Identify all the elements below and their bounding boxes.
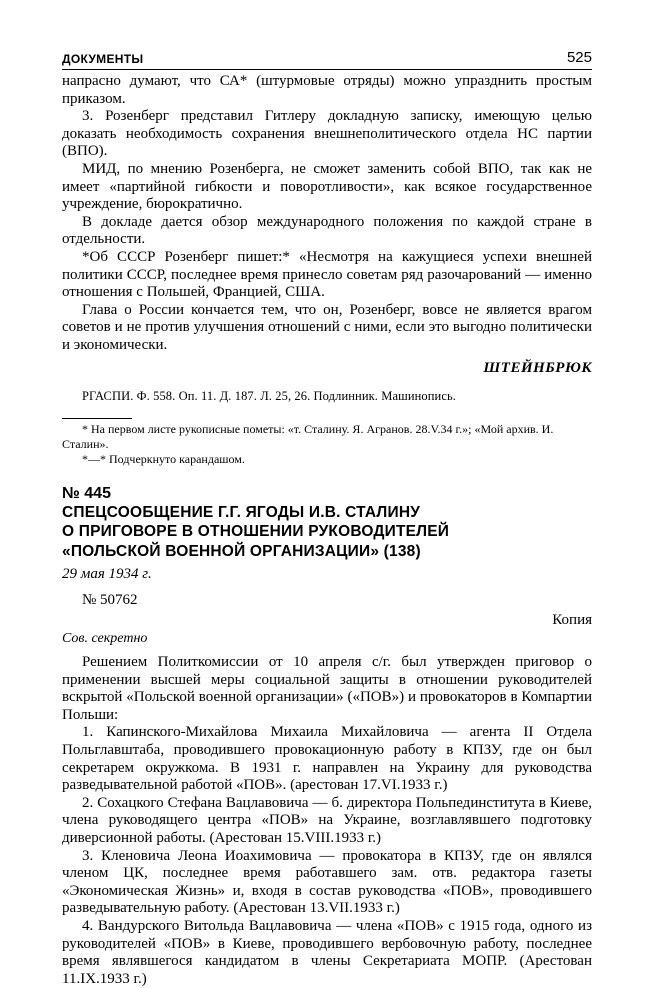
page-number: 525 [566, 49, 592, 66]
archive-reference: РГАСПИ. Ф. 558. Оп. 11. Д. 187. Л. 25, 26. Подлинник. Машинопись. [82, 388, 457, 403]
registration-number: № 50762 [82, 592, 138, 608]
paragraph: 3. Розенберг представил Гитлеру докладную записку, имеющую целью доказать необходимость сохранения внешнеполитического отдела НС партии (ВПО). [62, 108, 592, 160]
main-text [62, 654, 592, 988]
signature: ШТЕЙНБРЮК [483, 359, 592, 376]
running-header [62, 48, 592, 70]
footnote: *—* Подчеркнуто карандашом. [82, 451, 245, 466]
title-line: СПЕЦСООБЩЕНИЕ Г.Г. ЯГОДЫ И.В. СТАЛИНУ [62, 503, 421, 521]
footnotes [62, 422, 592, 467]
paragraph: напрасно думают, что СА* (штурмовые отряды) можно упразднить простым приказом. [62, 73, 592, 107]
paragraph: МИД, по мнению Розенберга, не сможет заменить собой ВПО, так как не имеет «партийной гибкости и поворотливости», как всякое государственное учреждение, бюрократично. [62, 160, 592, 213]
continuation-text [62, 73, 592, 355]
document-number: № 445 [62, 484, 111, 502]
footnote-divider [62, 418, 132, 419]
paragraph: 2. Сохацкого Стефана Вацлавовича — б. директора Польпединститута в Киеве, члена руководящего центра «ПОВ» на Украине, возглавлявшего подготовку диверсионной работы. (Арестован 15.VIII.1933 г.) [62, 794, 592, 846]
document-page [62, 48, 592, 988]
copy-label: Копия [552, 612, 592, 628]
paragraph: В докладе дается обзор международного положения по каждой стране в отдельности. [62, 213, 592, 248]
title-line: О ПРИГОВОРЕ В ОТНОШЕНИИ РУКОВОДИТЕЛЕЙ [62, 523, 450, 540]
footnote: * На первом листе рукописные пометы: «т. Сталину. Я. Агранов. 28.V.34 г.»; «Мой архив. И. Сталин». [62, 421, 554, 451]
paragraph: *Об СССР Розенберг пишет:* «Несмотря на кажущиеся успехи внешней политики СССР, последнее время принесло советам ряд разочарований — именно отношения с Польшей, Францией, США. [62, 248, 592, 301]
section-title: ДОКУМЕНТЫ [62, 52, 144, 66]
paragraph: 4. Вандурского Витольда Вацлавовича — члена «ПОВ» с 1915 года, одного из руководителей «ПОВ» в Киеве, проводившего вербовочную работу, последнее время являвшегося кандидатом в члены Секретариата МОПР. (Арестован 11.IX.1933 г.) [62, 917, 592, 987]
secrecy-classification: Сов. секретно [62, 631, 148, 646]
paragraph: 3. Кленовича Леона Иоахимовича — провокатора в КПЗУ, где он являлся членом ЦК, последнее время работавшего зам. отв. редактора газеты «Экономическая Жизнь» и, входя в состав руководства «ПОВ», проводившего разведывательную работу. (Арестован 13.VII.1933 г.) [62, 847, 592, 917]
document-title [62, 503, 592, 562]
paragraph: Глава о России кончается тем, что он, Розенберг, вовсе не является врагом советов и не против улучшения отношений с ними, если это выгодно политически и экономически. [62, 301, 592, 353]
paragraph: 1. Капинского-Михайлова Михаила Михайловича — агента II Отдела Польглавштаба, проводившего провокационную работу в КПЗУ, где он был секретарем окружкома. В 1931 г. направлен на Украину для руководства разведывательной работой «ПОВ». (арестован 17.VI.1933 г.) [62, 724, 592, 794]
document-date: 29 мая 1934 г. [62, 566, 152, 582]
title-line: «ПОЛЬСКОЙ ВОЕННОЙ ОРГАНИЗАЦИИ» (138) [62, 542, 421, 560]
paragraph: Решением Политкомиссии от 10 апреля с/г. был утвержден приговор о применении высшей меры социальной защиты в отношении руководителей вскрытой «Польской военной организации» («ПОВ») и провокаторов в Компартии Польши: [62, 654, 592, 723]
